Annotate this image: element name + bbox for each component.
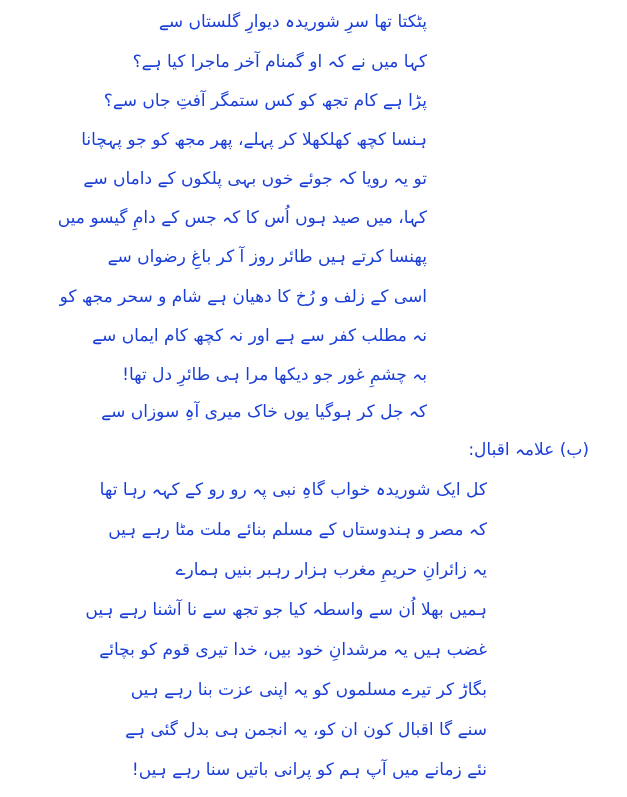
poem-b-line-6: بگاڑ کر تیرے مسلموں کو یہ اپنی عزت بنا رہے ہیں <box>130 680 487 700</box>
section-b-heading: (ب) علامہ اقبال: <box>468 440 589 460</box>
poem-a-line-4: ہنسا کچھ کھلکھلا کر پہلے، پھر مجھ کو جو پہچانا <box>81 130 427 150</box>
poem-b-line-5: غضب ہیں یہ مرشدانِ خود بیں، خدا تیری قوم کو بچائے <box>99 640 487 660</box>
poem-a-line-2: کہا میں نے کہ او گمنام آخر ماجرا کیا ہے؟ <box>132 52 427 72</box>
poem-a-line-10: بہ چشمِ غور جو دیکھا مرا ہی طائرِ دل تھا! <box>122 365 427 385</box>
poem-a-line-1: پٹکتا تھا سرِ شوریدہ دیوارِ گلستاں سے <box>158 12 427 32</box>
poem-a-line-11: کہ جل کر ہوگیا یوں خاک میری آہِ سوزاں سے <box>101 402 427 422</box>
poem-b-line-4: ہمیں بھلا اُن سے واسطہ کیا جو تجھ سے نا آشنا رہے ہیں <box>85 600 487 620</box>
poem-a-line-7: پھنسا کرتے ہیں طائر روز آ کر باغِ رضواں سے <box>107 247 427 267</box>
poem-a-line-8: اسی کے زلف و رُخ کا دھیان ہے شام و سحر مجھ کو <box>59 287 427 307</box>
poem-a-line-5: تو یہ رویا کہ جوئے خوں بہی پلکوں کے داماں سے <box>83 169 427 189</box>
poem-b-line-7: سنے گا اقبال کون ان کو، یہ انجمن ہی بدل گئی ہے <box>125 720 487 740</box>
poem-b-line-1: کل ایک شوریدہ خواب گاہِ نبی پہ رو رو کے کہہ رہا تھا <box>99 480 487 500</box>
poem-a-line-6: کہا، میں صید ہوں اُس کا کہ جس کے دامِ گیسو میں <box>57 208 427 228</box>
poem-a-line-9: نہ مطلب کفر سے ہے اور نہ کچھ کام ایماں سے <box>92 326 427 346</box>
poem-b-line-8: نئے زمانے میں آپ ہم کو پرانی باتیں سنا رہے ہیں! <box>131 760 487 780</box>
poem-b-line-2: کہ مصر و ہندوستاں کے مسلم بنائے ملت مٹا رہے ہیں <box>108 520 487 540</box>
poem-a-line-3: پڑا ہے کام تجھ کو کس ستمگر آفتِ جاں سے؟ <box>103 91 427 111</box>
poem-b-line-3: یہ زائرانِ حریمِ مغرب ہزار رہبر بنیں ہمارے <box>175 560 487 580</box>
